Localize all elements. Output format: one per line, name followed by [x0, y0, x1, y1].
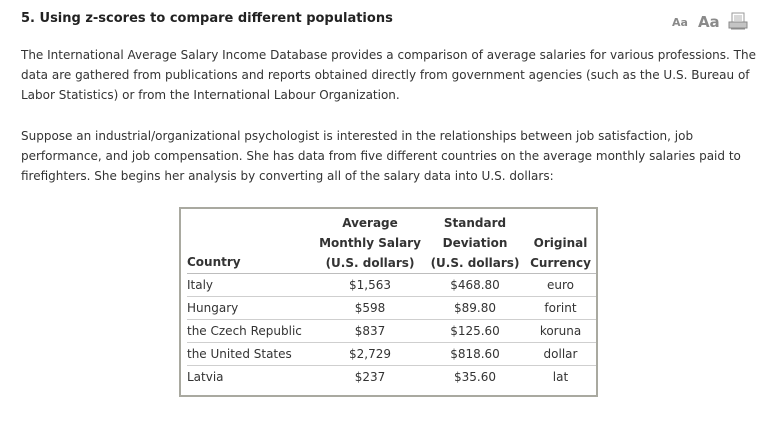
table-row	[187, 274, 596, 297]
header-sd-line: (U.S. dollars)	[430, 256, 520, 270]
cell-currency: koruna	[539, 324, 582, 338]
header-salary-line: (U.S. dollars)	[325, 256, 415, 270]
cell-country: Hungary	[187, 301, 239, 315]
header-salary-line: Average	[342, 216, 398, 230]
cell-currency: lat	[552, 370, 569, 385]
table-header-row	[187, 213, 596, 274]
print-icon	[728, 12, 748, 30]
cell-sd: $35.60	[454, 370, 496, 385]
table-row	[187, 366, 596, 389]
font-increase-button[interactable]: Aa	[697, 13, 720, 31]
table-row	[187, 343, 596, 366]
cell-salary: $237	[354, 370, 386, 385]
cell-country: Italy	[187, 278, 214, 292]
cell-country: Latvia	[187, 370, 224, 385]
header-sd-line: Deviation	[442, 236, 508, 250]
question-title: 5. Using z-scores to compare different populations	[21, 11, 393, 26]
cell-currency: forint	[544, 301, 577, 315]
header-salary	[315, 213, 425, 274]
header-currency-line: Currency	[530, 256, 591, 270]
font-decrease-button[interactable]: Aa	[672, 16, 688, 29]
print-button[interactable]	[728, 12, 748, 30]
cell-sd: $89.80	[454, 301, 496, 315]
intro-paragraph: The International Average Salary Income Database provides a comparison of average salaries for various professions. The data are gathered from publications and reports obtained directly from government agencies (such as the U.S. Bureau of Labor Statistics) or from the International Labour Organization.	[21, 48, 756, 102]
cell-country: the Czech Republic	[187, 324, 302, 338]
context-paragraph: Suppose an industrial/organizational psychologist is interested in the relationships between job satisfaction, job performance, and job compensation. She has data from five different countries on the average monthly salaries paid to firefighters. She begins her analysis by converting all of the salary data into U.S. dollars:	[21, 129, 741, 183]
cell-currency: euro	[547, 278, 574, 292]
cell-sd: $468.80	[450, 278, 500, 292]
salary-table	[187, 213, 596, 389]
header-currency-line: Original	[533, 236, 588, 250]
header-salary-line: Monthly Salary	[319, 236, 421, 250]
cell-salary: $598	[354, 301, 386, 315]
table-row	[187, 297, 596, 320]
cell-country: the United States	[187, 347, 292, 361]
text-tools	[672, 10, 748, 30]
header-currency	[525, 213, 596, 274]
cell-salary: $837	[354, 324, 386, 338]
table-row	[187, 320, 596, 343]
header-sd-line: Standard	[443, 216, 507, 230]
cell-salary: $2,729	[349, 347, 391, 361]
cell-sd: $125.60	[450, 324, 500, 338]
cell-sd: $818.60	[450, 347, 500, 361]
header-country: Country	[187, 255, 241, 269]
header-sd	[425, 213, 525, 274]
cell-salary: $1,563	[349, 278, 391, 292]
cell-currency: dollar	[543, 347, 578, 361]
salary-table-box	[179, 207, 598, 397]
